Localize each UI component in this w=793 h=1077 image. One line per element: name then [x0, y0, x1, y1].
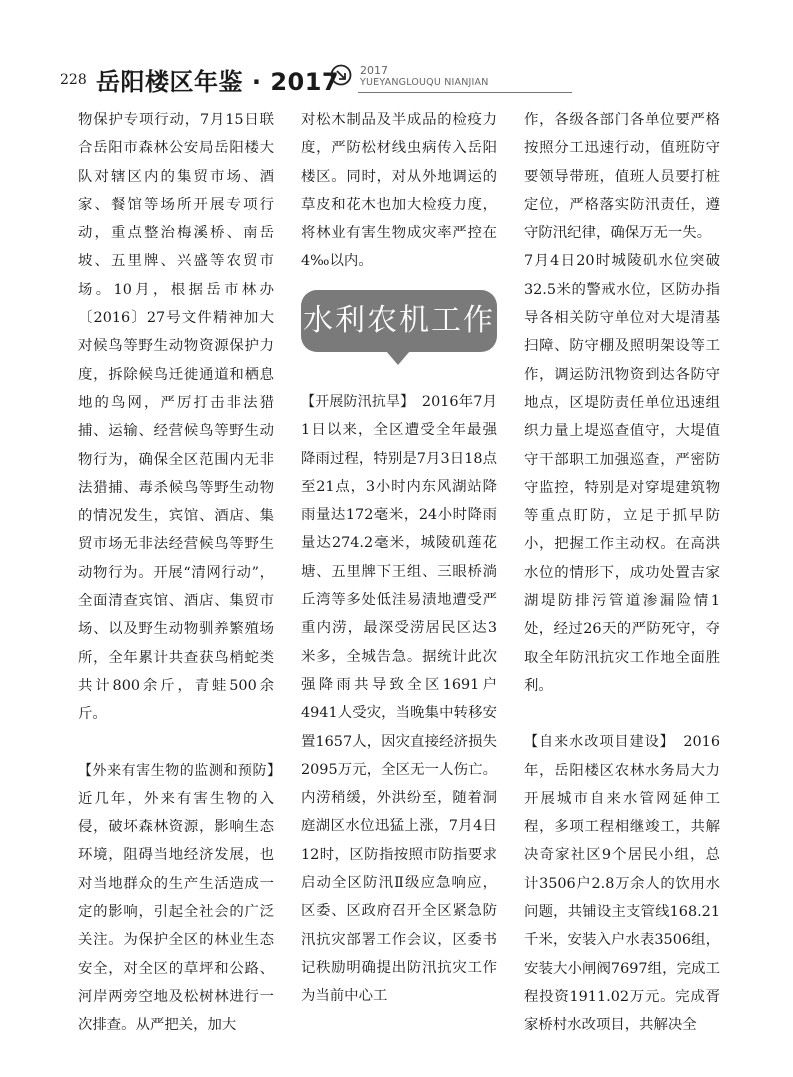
section-paragraph: [524, 728, 720, 1039]
header-subtitle: YUEYANGLOUQU NIANJIAN: [360, 77, 489, 88]
page-header: [60, 62, 750, 98]
section-paragraph: [78, 757, 274, 1040]
section-paragraph: [301, 388, 497, 1011]
column-1: [78, 106, 274, 1040]
paragraph: 物保护专项行动，7月15日联合岳阳市森林公安局岳阳楼大队对辖区内的集贸市场、酒家、餐馆等场所开展专项行动，重点整治梅溪桥、南岳坡、五里牌、兴盛等农贸市场。10月，根据岳市林办〔2016〕27号文件精神加大对候鸟等野生动物资源保护力度，拆除候鸟迁徙通道和栖息地的鸟网，严厉打击非法猎捕、运输、经营候鸟等野生动物行为，确保全区范围内无非法猎捕、毒杀候鸟等野生动物的情况发生，宾馆、酒店、集贸市场无非法经营候鸟等野生动物行为。开展“清网行动”，全面清查宾馆、酒店、集贸市场、以及野生动物驯养繁殖场所，全年累计共查获鸟梢蛇类共计800余斤，青蛙500余斤。: [78, 112, 274, 723]
section-heading: 【开展防汛抗旱】: [301, 394, 408, 410]
section-body: 近几年，外来有害生物的入侵，破坏森林资源，影响生态环境，阻碍当地经济发展，也对当地群众的生产生活造成一定的影响，引起全社会的广泛关注。为保护全区的林业生态安全，对全区的草坪和公路、河岸两旁空地及松树林进行一次排查。从严把关，加大: [78, 790, 274, 1034]
column-2-body: [301, 388, 497, 1011]
section-title: 水利农机工作: [303, 303, 495, 338]
paragraph: 7月4日20时城陵矶水位突破32.5米的警戒水位，区防办指导各相关防守单位对大堤清基扫障、防守棚及照明架设等工作，调运防汛物资到达各防守地点，区堤防责任单位迅速组织力量上堤巡查值守，大堤值守干部职工加强巡查，严密防守监控，特别是对穿堤建筑物等重点盯防，立足于抓早防小，把握工作主动权。在高洪水位的情形下，成功处置吉家湖堤防排污管道渗漏险情1处，经过26天的严防死守，夺取全年防汛抗灾工作地全面胜利。: [524, 253, 720, 694]
section-heading: 【自来水改项目建设】: [524, 734, 668, 751]
header-year: 2017: [360, 64, 388, 77]
section-body: 2016年7月1日以来，全区遭受全年最强降雨过程，特别是7月3日18点至21点，3小时内东风湖站降雨量达172毫米，24小时降雨量达274.2毫米，城陵矶莲花塘、五里牌下王组、三眼桥淌丘湾等多处低洼易渍地遭受严重内涝，最深受涝居民区达3米多，全城告急。据统计此次强降雨共导致全区1691户4941人受灾，当晚集中转移安置1657人，因灾直接经济损失2095万元，全区无一人伤亡。内涝稍缓，外洪纷至，随着洞庭湖区水位迅猛上涨，7月4日12时，区防指按照市防指要求启动全区防汛Ⅱ级应急响应，区委、区政府召开全区紧急防汛抗灾部署工作会议，区委书记秩励明确提出防汛抗灾工作为当前中心工: [301, 394, 497, 1005]
paragraph: 对松木制品及半成品的检疫力度，严防松材线虫病传入岳阳楼区。同时，对从外地调运的草皮和花木也加大检疫力度，将林业有害生物成灾率严控在4‰以内。: [301, 112, 497, 270]
column-3: [524, 106, 720, 1040]
circle-arrow-icon: [330, 64, 352, 86]
section-gap: [78, 729, 274, 757]
bubble-tail: [386, 351, 410, 365]
paragraph: 作，各级各部门各单位要严格按照分工迅速行动，值班防守要领导带班，值班人员要打桩定位，严格落实防汛责任，遵守防汛纪律，确保万无一失。: [524, 112, 720, 242]
section-body: 2016年，岳阳楼区农林水务局大力开展城市自来水管网延伸工程，多项工程相继竣工，共解决奇家社区9个居民小组，总计3506户2.8万余人的饮用水问题，共铺设主支管线168.21千米，安装入户水表3506组，安装大小闸阀7697组，完成工程投资1911.02万元。完成胥家桥村水改项目，共解决全: [524, 734, 720, 1034]
page-number: 228: [60, 72, 87, 88]
section-heading: 【外来有害生物的监测和预防】: [78, 762, 274, 779]
book-title: 岳阳楼区年鉴 · 2017: [96, 68, 340, 96]
section-gap: [524, 700, 720, 728]
header-rule: [358, 92, 572, 93]
column-2-top: [301, 106, 497, 276]
